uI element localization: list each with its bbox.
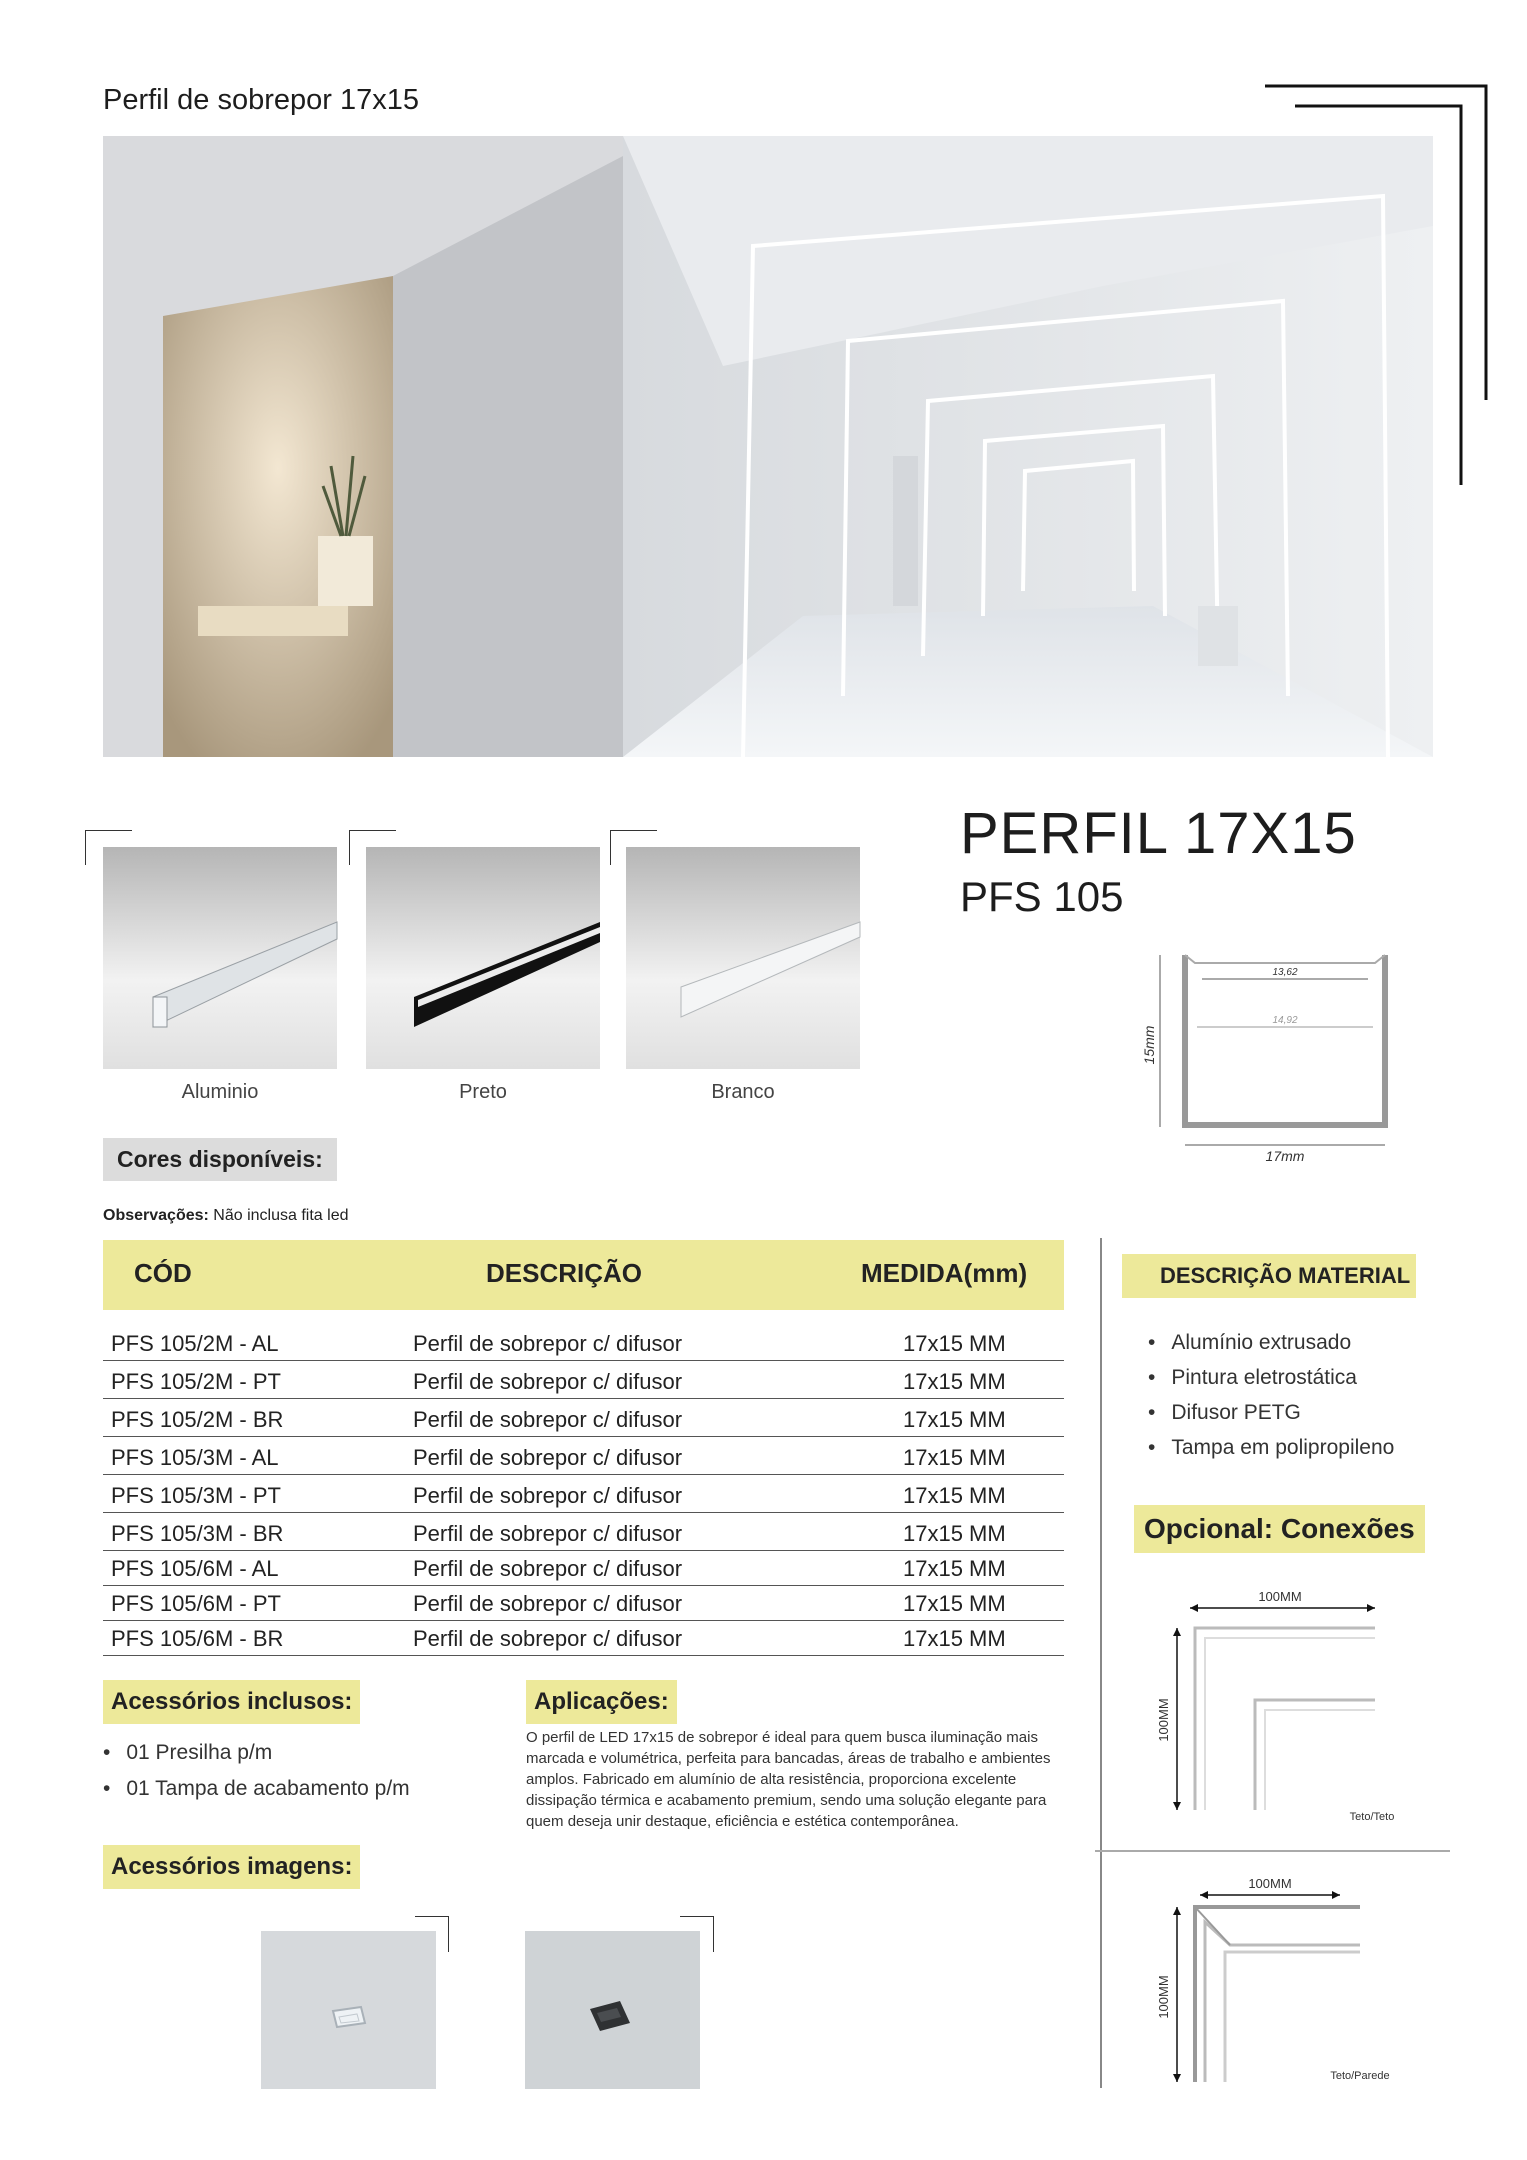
connection-height: 100MM [1156, 1975, 1171, 2019]
swatch-caption: Aluminio [181, 1081, 259, 1103]
hero-image [103, 136, 1433, 757]
accessory-item: • 01 Tampa de acabamento p/m [103, 1771, 410, 1807]
cell-cod: PFS 105/3M - AL [111, 1445, 279, 1470]
cell-cod: PFS 105/2M - BR [111, 1407, 284, 1432]
observations [103, 1207, 348, 1225]
cell-cod: PFS 105/2M - PT [111, 1369, 281, 1394]
swatch-caption: Preto [459, 1081, 507, 1103]
cell-desc: Perfil de sobrepor c/ difusor [413, 1591, 683, 1616]
table-row [103, 1516, 1064, 1551]
cell-cod: PFS 105/6M - PT [111, 1591, 281, 1616]
table-row [103, 1551, 1064, 1586]
cell-cod: PFS 105/2M - AL [111, 1331, 279, 1356]
material-label: DESCRIÇÃO MATERIAL [1122, 1254, 1416, 1298]
header-descricao: DESCRIÇÃO [486, 1258, 643, 1288]
accessory-item: • 01 Presilha p/m [103, 1735, 410, 1771]
connection-teto-teto-diagram [1156, 1580, 1410, 1823]
page-title: Perfil de sobrepor 17x15 [103, 84, 419, 116]
accessories-images-label: Acessórios imagens: [103, 1845, 360, 1889]
material-list [1148, 1325, 1394, 1465]
cell-cod: PFS 105/6M - AL [111, 1556, 279, 1581]
cell-desc: Perfil de sobrepor c/ difusor [413, 1331, 683, 1356]
accessory-clip-image [261, 1931, 436, 2089]
table-row [103, 1402, 1064, 1437]
material-item: • Tampa em polipropileno [1148, 1430, 1394, 1465]
connection-teto-parede-diagram [1156, 1867, 1410, 2107]
cell-cod: PFS 105/3M - BR [111, 1521, 284, 1546]
drawing-outer-inner-width: 14,92 [1272, 1015, 1298, 1026]
cell-medida: 17x15 MM [903, 1407, 1006, 1432]
profile-drawing [1140, 945, 1410, 1165]
accessories-label: Acessórios inclusos: [103, 1680, 360, 1724]
accessory-endcap-image [525, 1931, 700, 2089]
table-row [103, 1621, 1064, 1656]
table-row [103, 1326, 1064, 1361]
accessories-list [103, 1735, 410, 1807]
applications-text: O perfil de LED 17x15 de sobrepor é ideal para quem busca iluminação mais marcada e volumétrica, perfeita para bancadas, áreas de trabalho e ambientes amplos. Fabricado em alumínio de alta resistência, proporciona excelente dissipação térmica e acabamento premium, sendo uma solução elegante para quem deseja unir destaque, eficiência e estética contemporânea. [526, 1729, 1051, 1830]
cell-medida: 17x15 MM [903, 1369, 1006, 1394]
cell-medida: 17x15 MM [903, 1591, 1006, 1616]
observations-label: Observações: [103, 1207, 209, 1224]
table-row [103, 1440, 1064, 1475]
cell-desc: Perfil de sobrepor c/ difusor [413, 1521, 683, 1546]
material-item: • Alumínio extrusado [1148, 1325, 1394, 1360]
cell-medida: 17x15 MM [903, 1521, 1006, 1546]
column-divider [1100, 1238, 1102, 2088]
cell-medida: 17x15 MM [903, 1331, 1006, 1356]
applications-label: Aplicações: [526, 1680, 677, 1724]
cell-cod: PFS 105/3M - PT [111, 1483, 281, 1508]
drawing-inner-width: 13,62 [1272, 967, 1298, 978]
cell-desc: Perfil de sobrepor c/ difusor [413, 1369, 683, 1394]
connection-width: 100MM [1248, 1876, 1292, 1891]
observations-text: Não inclusa fita led [213, 1207, 349, 1224]
header-cod: CÓD [134, 1258, 192, 1288]
swatch-aluminio-image [103, 847, 337, 1069]
table-header [103, 1240, 1064, 1310]
cell-medida: 17x15 MM [903, 1445, 1006, 1470]
header-medida: MEDIDA(mm) [861, 1258, 1028, 1288]
product-code: PFS 105 [960, 873, 1124, 920]
cell-desc: Perfil de sobrepor c/ difusor [413, 1556, 683, 1581]
cell-cod: PFS 105/6M - BR [111, 1626, 284, 1651]
connections-divider [1095, 1850, 1450, 1852]
drawing-height: 15mm [1141, 1025, 1157, 1065]
cell-desc: Perfil de sobrepor c/ difusor [413, 1407, 683, 1432]
cell-desc: Perfil de sobrepor c/ difusor [413, 1626, 683, 1651]
cell-desc: Perfil de sobrepor c/ difusor [413, 1483, 683, 1508]
cell-medida: 17x15 MM [903, 1626, 1006, 1651]
table-row [103, 1364, 1064, 1399]
optional-label: Opcional: Conexões [1134, 1505, 1425, 1553]
product-name: PERFIL 17X15 [960, 801, 1357, 866]
cell-medida: 17x15 MM [903, 1556, 1006, 1581]
drawing-width: 17mm [1265, 1148, 1305, 1164]
material-item: • Difusor PETG [1148, 1395, 1394, 1430]
connection-height: 100MM [1156, 1698, 1171, 1742]
colors-label: Cores disponíveis: [103, 1138, 337, 1181]
swatch-branco-image [626, 847, 860, 1069]
table-row [103, 1586, 1064, 1621]
swatch-preto-image [366, 847, 600, 1069]
cell-desc: Perfil de sobrepor c/ difusor [413, 1445, 683, 1470]
table-row [103, 1478, 1064, 1513]
connection-caption: Teto/Parede [1330, 2070, 1390, 2082]
connection-width: 100MM [1258, 1589, 1302, 1604]
material-item: • Pintura eletrostática [1148, 1360, 1394, 1395]
cell-medida: 17x15 MM [903, 1483, 1006, 1508]
connection-caption: Teto/Teto [1349, 1811, 1395, 1823]
swatch-caption: Branco [711, 1081, 775, 1103]
